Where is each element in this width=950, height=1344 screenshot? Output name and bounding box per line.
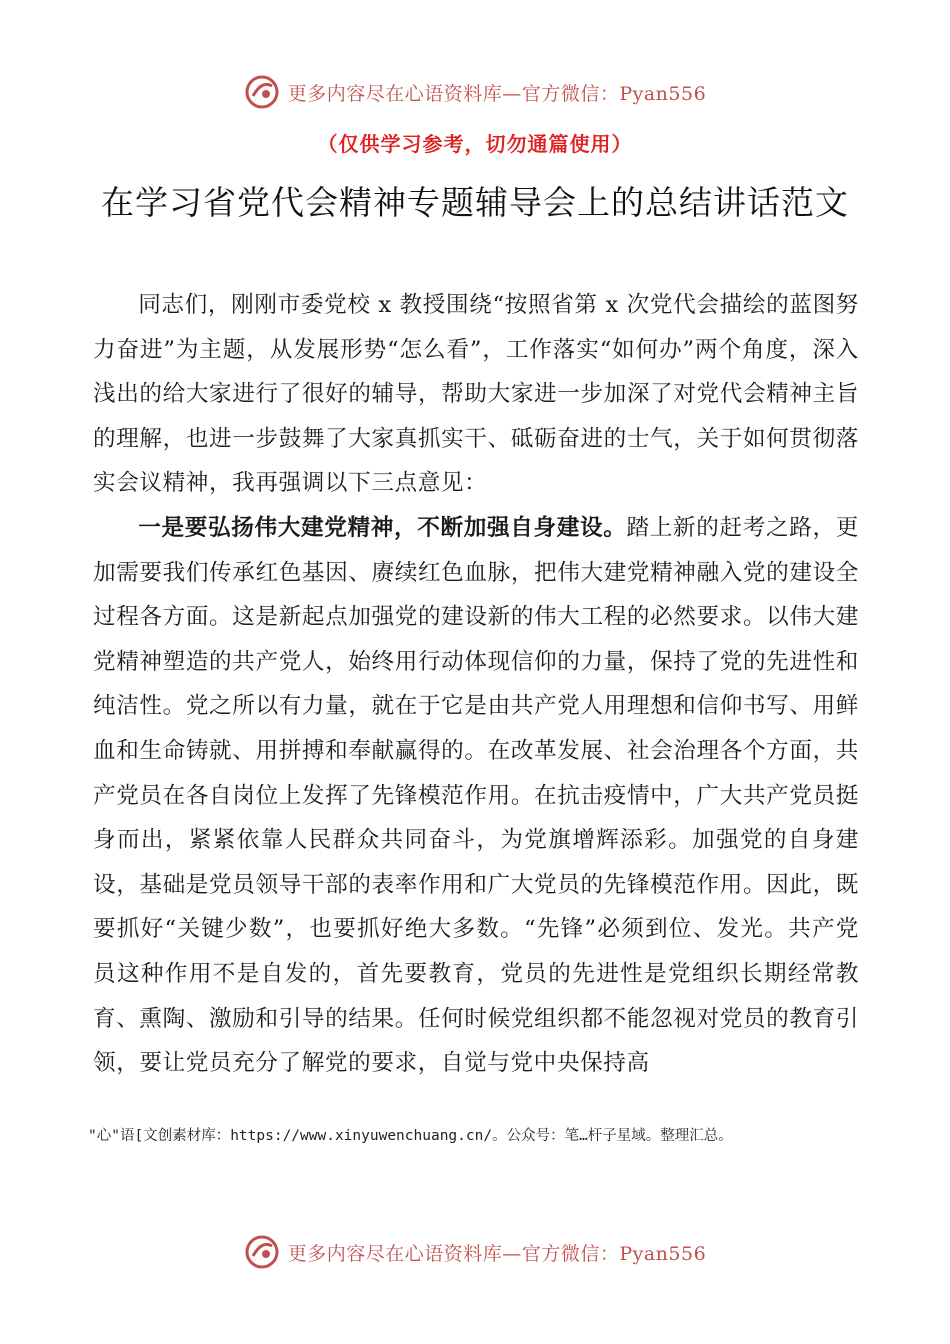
wechat-id: Pyan556	[619, 82, 707, 105]
usage-notice: （仅供学习参考，切勿通篇使用）	[317, 132, 633, 156]
page-title: 在学习省党代会精神专题辅导会上的总结讲话范文	[101, 183, 849, 222]
brand-logo-icon	[244, 74, 280, 110]
document-body	[93, 283, 859, 1086]
banner-text: 更多内容尽在心语资料库—官方微信：Pyan556	[287, 1242, 707, 1265]
brand-logo-icon	[244, 1234, 280, 1270]
paragraph: 一是要弘扬伟大建党精神，不断加强自身建设。踏上新的赶考之路，更加需要我们传承红色基因、赓续红色血脉，把伟大建党精神融入党的建设全过程各方面。这是新起点加强党的建设新的伟大工程的必然要求。以伟大建党精神塑造的共产党人，始终用行动体现信仰的力量，保持了党的先进性和纯洁性。党之所以有力量，就在于它是由共产党人用理想和信仰书写、用鲜血和生命铸就、用拼搏和奉献赢得的。在改革发展、社会治理各个方面，共产党员在各自岗位上发挥了先锋模范作用。在抗击疫情中，广大共产党员挺身而出，紧紧依靠人民群众共同奋斗，为党旗增辉添彩。加强党的自身建设，基础是党员领导干部的表率作用和广大党员的先锋模范作用。因此，既要抓好“关键少数”，也要抓好绝大多数。“先锋”必须到位、发光。共产党员这种作用不是自发的，首先要教育，党员的先进性是党组织长期经常教育、熏陶、激励和引导的结果。任何时候党组织都不能忽视对党员的教育引领，要让党员充分了解党的要求，自觉与党中央保持高	[93, 514, 859, 1077]
banner-text: 更多内容尽在心语资料库—官方微信：Pyan556	[287, 82, 707, 105]
wechat-id: Pyan556	[619, 1242, 707, 1265]
paragraph: 同志们，刚刚市委党校 x 教授围绕“按照省第 x 次党代会描绘的蓝图努力奋进”为主题，从发展形势“怎么看”，工作落实“如何办”两个角度，深入浅出的给大家进行了很好的辅导，帮助大家进一步加深了对党代会精神主旨的理解，也进一步鼓舞了大家真抓实干、砥砺奋进的士气，关于如何贯彻落实会议精神，我再强调以下三点意见：	[93, 292, 859, 497]
source-note: "心"语[文创素材库：https://www.xinyuwenchuang.cn/。公众号：笔…杆子星域。整理汇总。	[88, 1128, 733, 1144]
footer-banner	[0, 1230, 950, 1274]
header-banner	[0, 70, 950, 114]
paragraph-lead: 一是要弘扬伟大建党精神，不断加强自身建设。	[138, 514, 627, 541]
